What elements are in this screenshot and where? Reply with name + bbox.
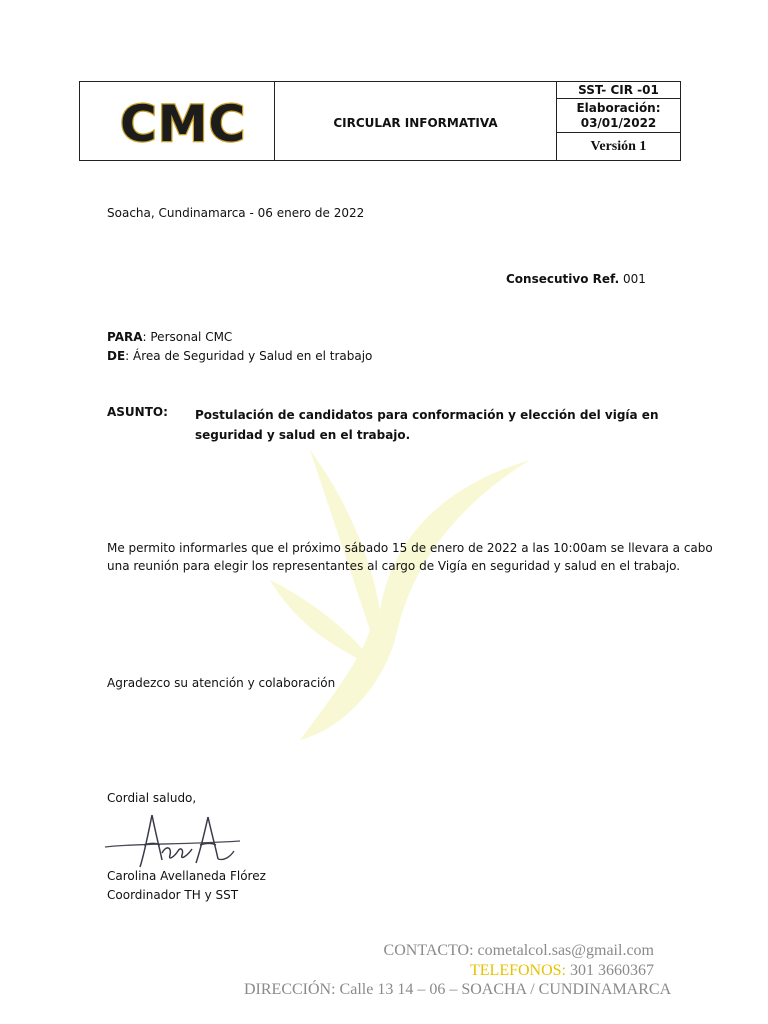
footer-address: DIRECCIÓN: Calle 13 14 – 06 – SOACHA / CUNDINAMARCA xyxy=(244,981,672,998)
sender-line xyxy=(107,349,372,363)
body-line-2: una reunión para elegir los representantes al cargo de Vigía en seguridad y salud en el trabajo. xyxy=(107,559,681,573)
document-code: SST- CIR -01 xyxy=(557,82,680,99)
reference-value: 001 xyxy=(619,272,646,286)
de-value: : Área de Seguridad y Salud en el trabajo xyxy=(125,349,373,363)
footer-contact: CONTACTO: cometalcol.sas@gmail.com xyxy=(383,942,654,959)
subject-label: ASUNTO: xyxy=(107,405,168,419)
elaboration-cell xyxy=(557,99,680,133)
para-value: : Personal CMC xyxy=(142,330,233,344)
signature-image xyxy=(100,805,250,875)
de-label: DE xyxy=(107,349,126,363)
place-date: Soacha, Cundinamarca - 06 enero de 2022 xyxy=(107,206,365,220)
elaboration-label: Elaboración: xyxy=(576,100,661,115)
footer-phone xyxy=(244,962,654,980)
phone-value: 301 3660367 xyxy=(566,962,654,979)
para-label: PARA xyxy=(107,330,143,344)
reference-label: Consecutivo Ref. xyxy=(506,272,620,286)
recipient-line xyxy=(107,330,232,344)
thanks-line: Agradezco su atención y colaboración xyxy=(107,676,336,690)
elaboration-date: 03/01/2022 xyxy=(580,115,657,130)
signer-role: Coordinador TH y SST xyxy=(107,888,239,902)
document-version: Versión 1 xyxy=(590,139,647,154)
reference-number xyxy=(506,272,646,286)
phone-label: TELEFONOS: xyxy=(470,962,566,979)
subject-text: Postulación de candidatos para conformación y elección del vigía en seguridad y salud en el trabajo. xyxy=(195,408,659,442)
body-line-1: Me permito informarles que el próximo sábado 15 de enero de 2022 a las 10:00am se llevara a cabo xyxy=(107,541,713,555)
document-header xyxy=(79,81,681,161)
company-logo xyxy=(80,82,275,160)
document-title: CIRCULAR INFORMATIVA xyxy=(275,82,557,160)
signer-name: Carolina Avellaneda Flórez xyxy=(107,869,266,883)
watermark-logo xyxy=(230,430,560,750)
closing-line: Cordial saludo, xyxy=(107,791,197,805)
document-meta xyxy=(557,82,680,160)
logo-text: CMC xyxy=(120,95,247,153)
